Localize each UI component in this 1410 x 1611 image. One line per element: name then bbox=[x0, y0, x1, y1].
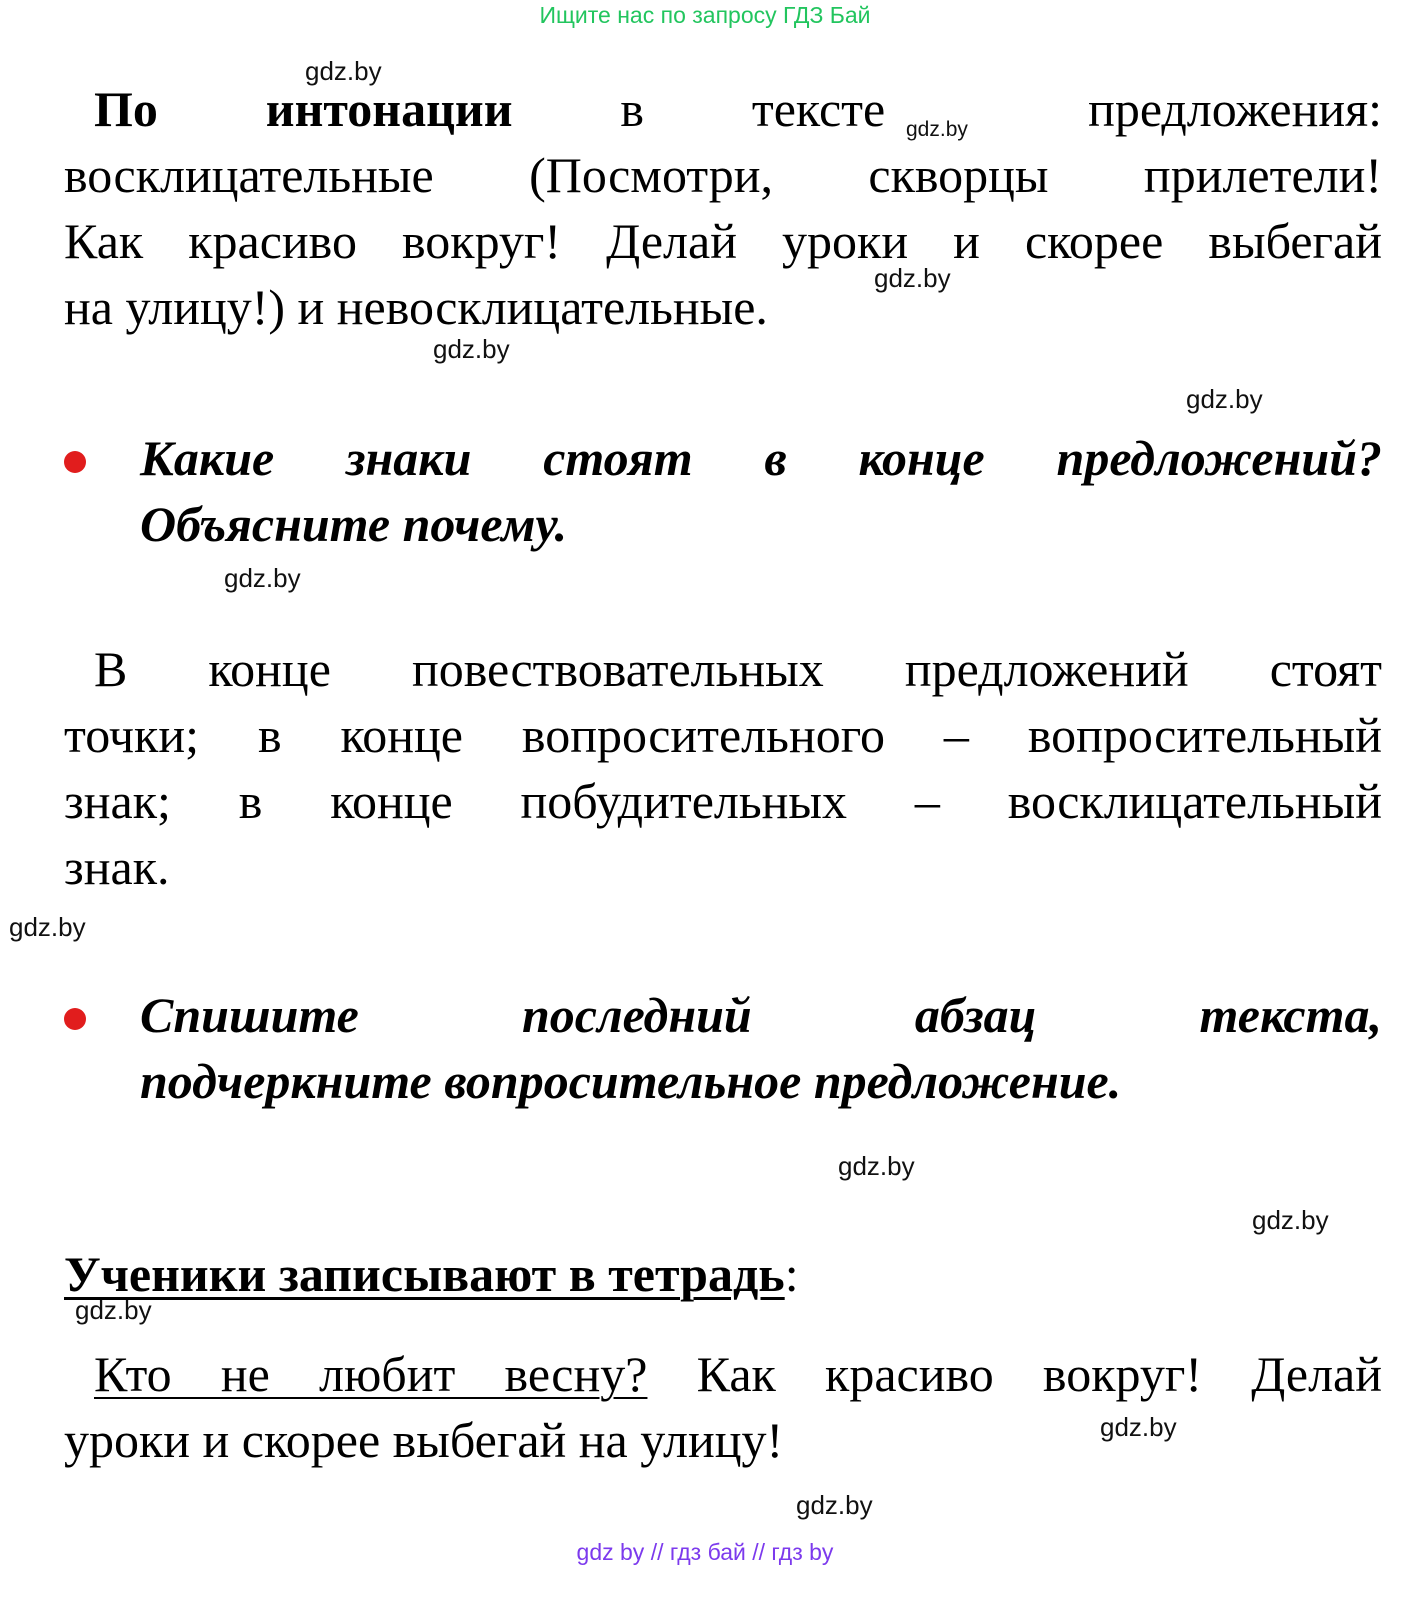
bold-lead: По интонации bbox=[94, 81, 513, 137]
watermark: gdz.by bbox=[874, 263, 951, 293]
paragraph1-line3: Как красиво вокруг! Делай уроки и скорее выбегай bbox=[64, 213, 1382, 269]
bullet-icon bbox=[64, 1008, 86, 1030]
notebook-heading bbox=[64, 1241, 799, 1307]
answer1-line1-text: В конце повествовательных предложений стоят bbox=[94, 641, 1382, 697]
line1-end: предложения: bbox=[1088, 81, 1382, 137]
task1-line1: Какие знаки стоят в конце предложений? bbox=[140, 430, 1382, 486]
answer1-line3: знак; в конце побудительных – восклицательный bbox=[64, 773, 1382, 829]
task2-line2: подчеркните вопросительное предложение. bbox=[140, 1053, 1122, 1109]
answer-paragraph-1 bbox=[64, 636, 1382, 900]
watermark: gdz.by bbox=[1186, 384, 1263, 414]
watermark: gdz.by bbox=[75, 1295, 152, 1325]
paragraph1-line4: на улицу!) и невосклицательные. bbox=[64, 279, 768, 335]
watermark: gdz.by bbox=[433, 334, 510, 364]
watermark: gdz.by bbox=[224, 563, 301, 593]
watermark: gdz.by bbox=[305, 56, 382, 86]
task1-line2: Объясните почему. bbox=[140, 496, 568, 552]
watermark: gdz.by bbox=[1100, 1412, 1177, 1442]
answer2-line1 bbox=[64, 1341, 1382, 1407]
intonation-paragraph bbox=[64, 76, 1382, 340]
task-question-2 bbox=[140, 982, 1382, 1114]
task-question-1 bbox=[140, 425, 1382, 557]
answer2-line2: уроки и скорее выбегай на улицу! bbox=[64, 1412, 784, 1468]
heading-colon: : bbox=[784, 1246, 799, 1302]
answer1-line2: точки; в конце вопросительного – вопросительный bbox=[64, 707, 1382, 763]
answer1-line4: знак. bbox=[64, 839, 170, 895]
paragraph1-line2: восклицательные (Посмотри, скворцы прилетели! bbox=[64, 147, 1382, 203]
task2-line1: Спишите последний абзац текста, bbox=[140, 987, 1382, 1043]
paragraph1-line1 bbox=[64, 76, 1382, 142]
watermark: gdz.by bbox=[796, 1490, 873, 1520]
question-sentence: Кто не любит весну? bbox=[94, 1346, 648, 1402]
search-hint-link[interactable]: Ищите нас по запросу ГДЗ Бай bbox=[539, 2, 871, 28]
watermark: gdz.by bbox=[9, 912, 86, 942]
watermark: gdz.by bbox=[906, 118, 968, 141]
watermark: gdz.by bbox=[1252, 1205, 1329, 1235]
heading-text: Ученики записывают в тетрадь bbox=[64, 1246, 785, 1302]
answer2-line1-rest: Как красиво вокруг! Делай bbox=[696, 1346, 1383, 1402]
watermark: gdz.by bbox=[838, 1151, 915, 1181]
footer-links[interactable]: gdz by // гдз бай // гдз by bbox=[576, 1539, 834, 1565]
bullet-icon bbox=[64, 451, 86, 473]
answer-paragraph-2 bbox=[64, 1341, 1382, 1473]
line1-rest: в тексте bbox=[620, 81, 886, 137]
answer1-line1 bbox=[64, 636, 1382, 702]
